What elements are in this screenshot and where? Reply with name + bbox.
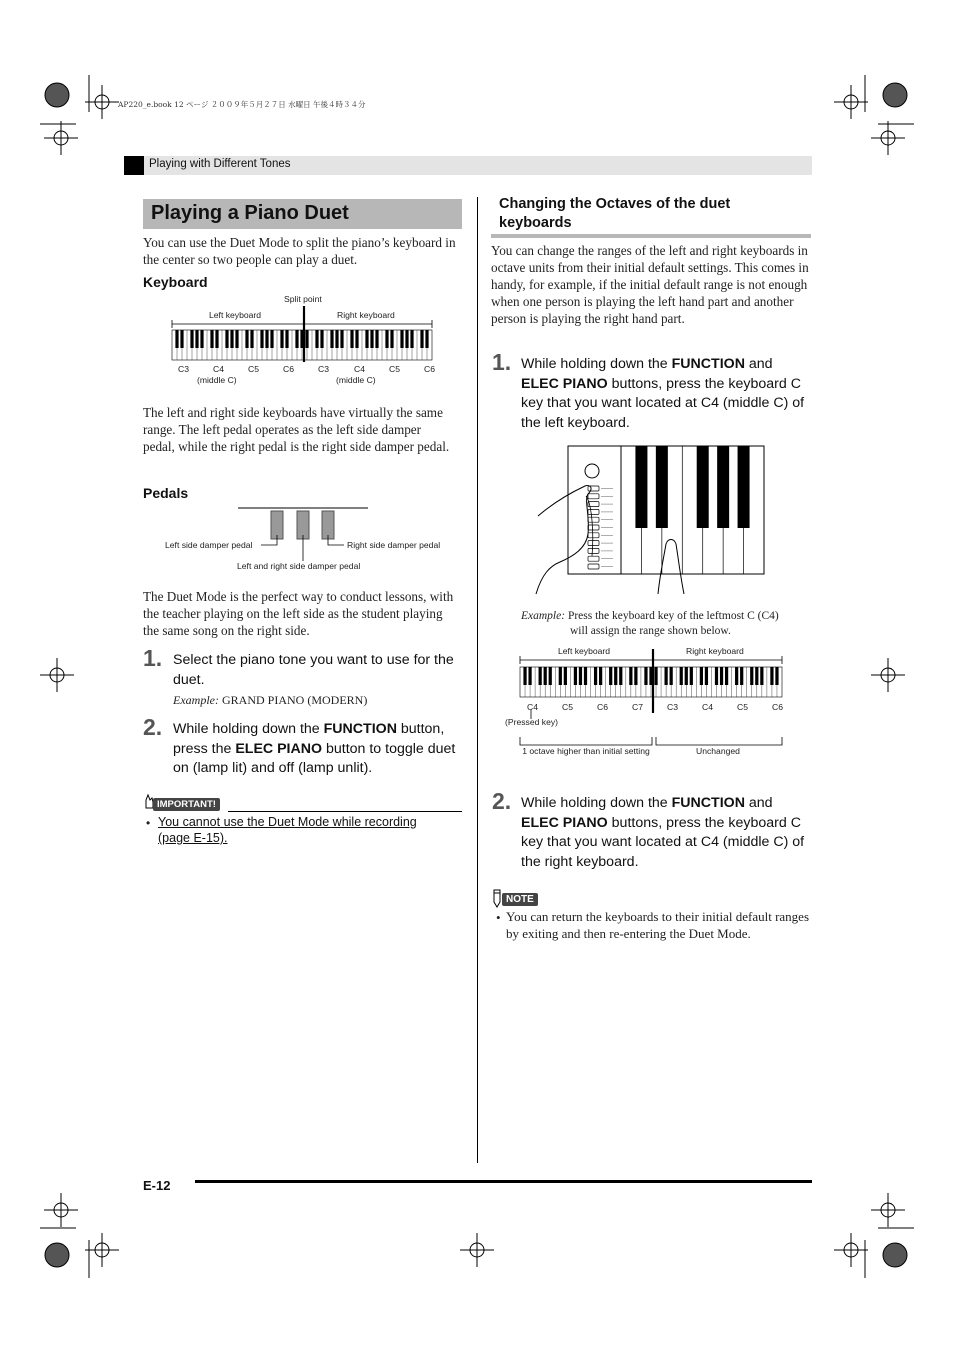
panel-button bbox=[588, 533, 599, 538]
middle-c-label: (middle C) bbox=[197, 375, 237, 385]
keyboard-black-key bbox=[285, 330, 288, 348]
note-label: C6 bbox=[772, 702, 783, 712]
octave-keyboard-black-key bbox=[574, 667, 577, 685]
note-label: C4 bbox=[213, 364, 224, 374]
keyboard-black-key bbox=[330, 330, 333, 348]
lessons-paragraph: The Duet Mode is the perfect way to conduct lessons, with the teacher playing on the left side as the student playing the same song on the right side. bbox=[143, 589, 454, 638]
note-label: C3 bbox=[178, 364, 189, 374]
bullet: • bbox=[496, 910, 501, 925]
panel-button bbox=[588, 564, 599, 569]
panel-button bbox=[588, 556, 599, 561]
left-keyboard-label: Left keyboard bbox=[558, 646, 611, 656]
step-text: While holding down the FUNCTION and ELEC PIANO buttons, press the keyboard C key that you want located at C4 (middle C) of the right keyboard. bbox=[521, 795, 805, 870]
keyboard-black-key bbox=[315, 330, 318, 348]
note-label: C4 bbox=[527, 702, 538, 712]
note-label: C5 bbox=[737, 702, 748, 712]
octave-keyboard-black-key bbox=[619, 667, 622, 685]
intro-paragraph: You can use the Duet Mode to split the piano’s keyboard in the center so two people can play a duet. bbox=[143, 235, 456, 267]
octave-keyboard-black-key bbox=[720, 667, 723, 685]
panel-button bbox=[588, 525, 599, 530]
note-label: C4 bbox=[702, 702, 713, 712]
step-number: 1. bbox=[143, 645, 163, 671]
example-line: Example: GRAND PIANO (MODERN) bbox=[173, 693, 368, 707]
octave-keyboard-black-key bbox=[539, 667, 542, 685]
octave-keyboard-black-key bbox=[579, 667, 582, 685]
keyboard-black-key bbox=[375, 330, 378, 348]
split-point-label: Split point bbox=[284, 294, 322, 304]
keyboard-black-key bbox=[270, 330, 273, 348]
octave-keyboard-black-key bbox=[665, 667, 668, 685]
right-pedal-label: Right side damper pedal bbox=[347, 540, 441, 550]
keyboard-black-key bbox=[200, 330, 203, 348]
panel-graphic bbox=[530, 444, 770, 596]
pressed-key-label: (Pressed key) bbox=[505, 717, 559, 727]
keyboard-black-key bbox=[405, 330, 408, 348]
keyboard-black-key bbox=[400, 330, 403, 348]
note-label: C6 bbox=[283, 364, 294, 374]
keyboard-black-key bbox=[235, 330, 238, 348]
note-label: C7 bbox=[632, 702, 643, 712]
keyboard-black-key bbox=[225, 330, 228, 348]
keyboard-black-key bbox=[370, 330, 373, 348]
right-keyboard-label: Right keyboard bbox=[337, 310, 395, 320]
important-text-line2: (page E-15). bbox=[158, 831, 228, 845]
keyboard-black-key bbox=[245, 330, 248, 348]
pedals-diagram bbox=[160, 505, 460, 580]
keyboard-black-key bbox=[350, 330, 353, 348]
octave-keyboard-black-key bbox=[559, 667, 562, 685]
keyboard-black-key bbox=[385, 330, 388, 348]
column-divider bbox=[477, 197, 478, 1163]
keyboard-black-key bbox=[180, 330, 183, 348]
octave-keyboard-black-key bbox=[700, 667, 703, 685]
octave-keyboard-black-key bbox=[644, 667, 647, 685]
step-number: 1. bbox=[492, 349, 512, 375]
pedals-heading: Pedals bbox=[143, 485, 189, 501]
note-text: You can return the keyboards to their initial default ranges by exiting and then re-entering the Duet Mode. bbox=[506, 909, 810, 941]
keyboard-black-key bbox=[355, 330, 358, 348]
octave-keyboard-diagram bbox=[502, 643, 802, 773]
important-rule bbox=[228, 811, 462, 812]
keyboard-black-key bbox=[295, 330, 298, 348]
octave-keyboard-black-key bbox=[750, 667, 753, 685]
keyboard-diagram bbox=[160, 292, 450, 392]
panel-illustration bbox=[530, 444, 770, 596]
left-range-bracket bbox=[520, 737, 652, 745]
panel-button bbox=[588, 486, 599, 491]
step-text: Select the piano tone you want to use for the duet. bbox=[173, 652, 454, 688]
black-key bbox=[738, 446, 750, 528]
octave-keyboard-black-key bbox=[685, 667, 688, 685]
step-number: 2. bbox=[143, 714, 163, 740]
octave-section-heading: Changing the Octaves of the duet keyboards bbox=[499, 196, 731, 231]
octave-keyboard-black-key bbox=[690, 667, 693, 685]
black-key bbox=[697, 446, 709, 528]
panel-button bbox=[588, 517, 599, 522]
note-label: C3 bbox=[318, 364, 329, 374]
right-range-bracket bbox=[656, 737, 782, 745]
octave-keyboard-black-key bbox=[544, 667, 547, 685]
keyboard-black-key bbox=[365, 330, 368, 348]
keyboard-black-key bbox=[420, 330, 423, 348]
octave-keyboard-black-key bbox=[725, 667, 728, 685]
section-header-title: Playing with Different Tones bbox=[149, 158, 291, 170]
step-text: While holding down the FUNCTION button, press the ELEC PIANO button to toggle duet on (lamp lit) and off (lamp unlit). bbox=[173, 721, 456, 777]
note-label: C4 bbox=[354, 364, 365, 374]
right-range-label: Unchanged bbox=[696, 746, 740, 756]
black-key bbox=[656, 446, 668, 528]
keyboard-black-key bbox=[215, 330, 218, 348]
octave-keyboard-black-key bbox=[599, 667, 602, 685]
octave-keyboard-black-key bbox=[735, 667, 738, 685]
keyboard-black-key bbox=[260, 330, 263, 348]
note-label: C5 bbox=[248, 364, 259, 374]
keyboard-black-key bbox=[190, 330, 193, 348]
octave-keyboard-black-key bbox=[584, 667, 587, 685]
note-label: C3 bbox=[667, 702, 678, 712]
left-pedal-label: Left side damper pedal bbox=[165, 540, 253, 550]
keyboard-black-key bbox=[305, 330, 308, 348]
octave-keyboard-black-key bbox=[755, 667, 758, 685]
octave-intro-paragraph: You can change the ranges of the left and right keyboards in octave units from their initial default settings. This comes in handy, for example, if the initial default range is not enough when one person is playing the left hand part and another person is playing the right hand part. bbox=[491, 243, 809, 326]
octave-keyboard-black-key bbox=[594, 667, 597, 685]
center-pedal-label: Left and right side damper pedal bbox=[237, 561, 361, 571]
octave-keyboard-black-key bbox=[715, 667, 718, 685]
footer-rule bbox=[195, 1180, 812, 1183]
middle-c-label: (middle C) bbox=[336, 375, 376, 385]
page-title: Playing a Piano Duet bbox=[143, 199, 462, 229]
keyboard-black-key bbox=[320, 330, 323, 348]
left-keyboard-label: Left keyboard bbox=[209, 310, 262, 320]
important-badge: IMPORTANT! bbox=[153, 798, 220, 811]
keyboard-black-key bbox=[335, 330, 338, 348]
important-text-line1: You cannot use the Duet Mode while recording bbox=[158, 815, 417, 829]
octave-keyboard-black-key bbox=[760, 667, 763, 685]
note-label: C6 bbox=[597, 702, 608, 712]
keyboard-black-key bbox=[210, 330, 213, 348]
keyboard-black-key bbox=[390, 330, 393, 348]
keyboard-black-key bbox=[425, 330, 428, 348]
octave-keyboard-black-key bbox=[614, 667, 617, 685]
step-number: 2. bbox=[492, 788, 512, 814]
keyboard-black-key bbox=[250, 330, 253, 348]
right-keyboard-label: Right keyboard bbox=[686, 646, 744, 656]
octave-keyboard-black-key bbox=[770, 667, 773, 685]
keyboard-black-key bbox=[340, 330, 343, 348]
octave-keyboard-black-key bbox=[528, 667, 531, 685]
page-number: E-12 bbox=[143, 1178, 171, 1193]
keyboard-black-key bbox=[265, 330, 268, 348]
octave-keyboard-black-key bbox=[680, 667, 683, 685]
print-mark: AP220_e.book 12 ページ ２００９年５月２７日 水曜日 午後４時３４分 bbox=[118, 100, 366, 109]
keyboard-black-key bbox=[175, 330, 178, 348]
section-header-marker bbox=[124, 156, 144, 175]
section-header-band bbox=[124, 156, 812, 175]
note-label: C5 bbox=[562, 702, 573, 712]
panel-button bbox=[588, 509, 599, 514]
note-label: C5 bbox=[389, 364, 400, 374]
octave-keyboard-black-key bbox=[670, 667, 673, 685]
panel-button bbox=[588, 494, 599, 499]
bullet: • bbox=[146, 816, 151, 830]
octave-keyboard-black-key bbox=[629, 667, 632, 685]
step-text: While holding down the FUNCTION and ELEC PIANO buttons, press the keyboard C key that you want located at C4 (middle C) of the left keyboard. bbox=[521, 356, 805, 431]
octave-keyboard-black-key bbox=[705, 667, 708, 685]
panel-button bbox=[588, 541, 599, 546]
note-label: C6 bbox=[424, 364, 435, 374]
octave-keyboard-black-key bbox=[654, 667, 657, 685]
example-caption: Example: Press the keyboard key of the leftmost C (C4) will assign the range shown below. bbox=[521, 610, 779, 637]
keyboard-black-key bbox=[410, 330, 413, 348]
octave-keyboard-black-key bbox=[523, 667, 526, 685]
black-key bbox=[635, 446, 647, 528]
octave-keyboard-black-key bbox=[740, 667, 743, 685]
panel-button bbox=[588, 548, 599, 553]
keyboard-black-key bbox=[280, 330, 283, 348]
black-key bbox=[717, 446, 729, 528]
octave-keyboard-black-key bbox=[609, 667, 612, 685]
keyboard-black-key bbox=[195, 330, 198, 348]
octave-keyboard-black-key bbox=[775, 667, 778, 685]
keyboard-heading: Keyboard bbox=[143, 274, 208, 290]
left-range-label: 1 octave higher than initial setting bbox=[522, 746, 650, 756]
range-paragraph: The left and right side keyboards have virtually the same range. The left pedal operates as the left side damper pedal, while the right pedal is the right side damper pedal. bbox=[143, 405, 450, 454]
keyboard-black-key bbox=[230, 330, 233, 348]
heading-rule bbox=[491, 234, 811, 238]
octave-keyboard-black-key bbox=[549, 667, 552, 685]
octave-keyboard-black-key bbox=[564, 667, 567, 685]
octave-keyboard-black-key bbox=[634, 667, 637, 685]
note-badge: NOTE bbox=[502, 893, 538, 906]
